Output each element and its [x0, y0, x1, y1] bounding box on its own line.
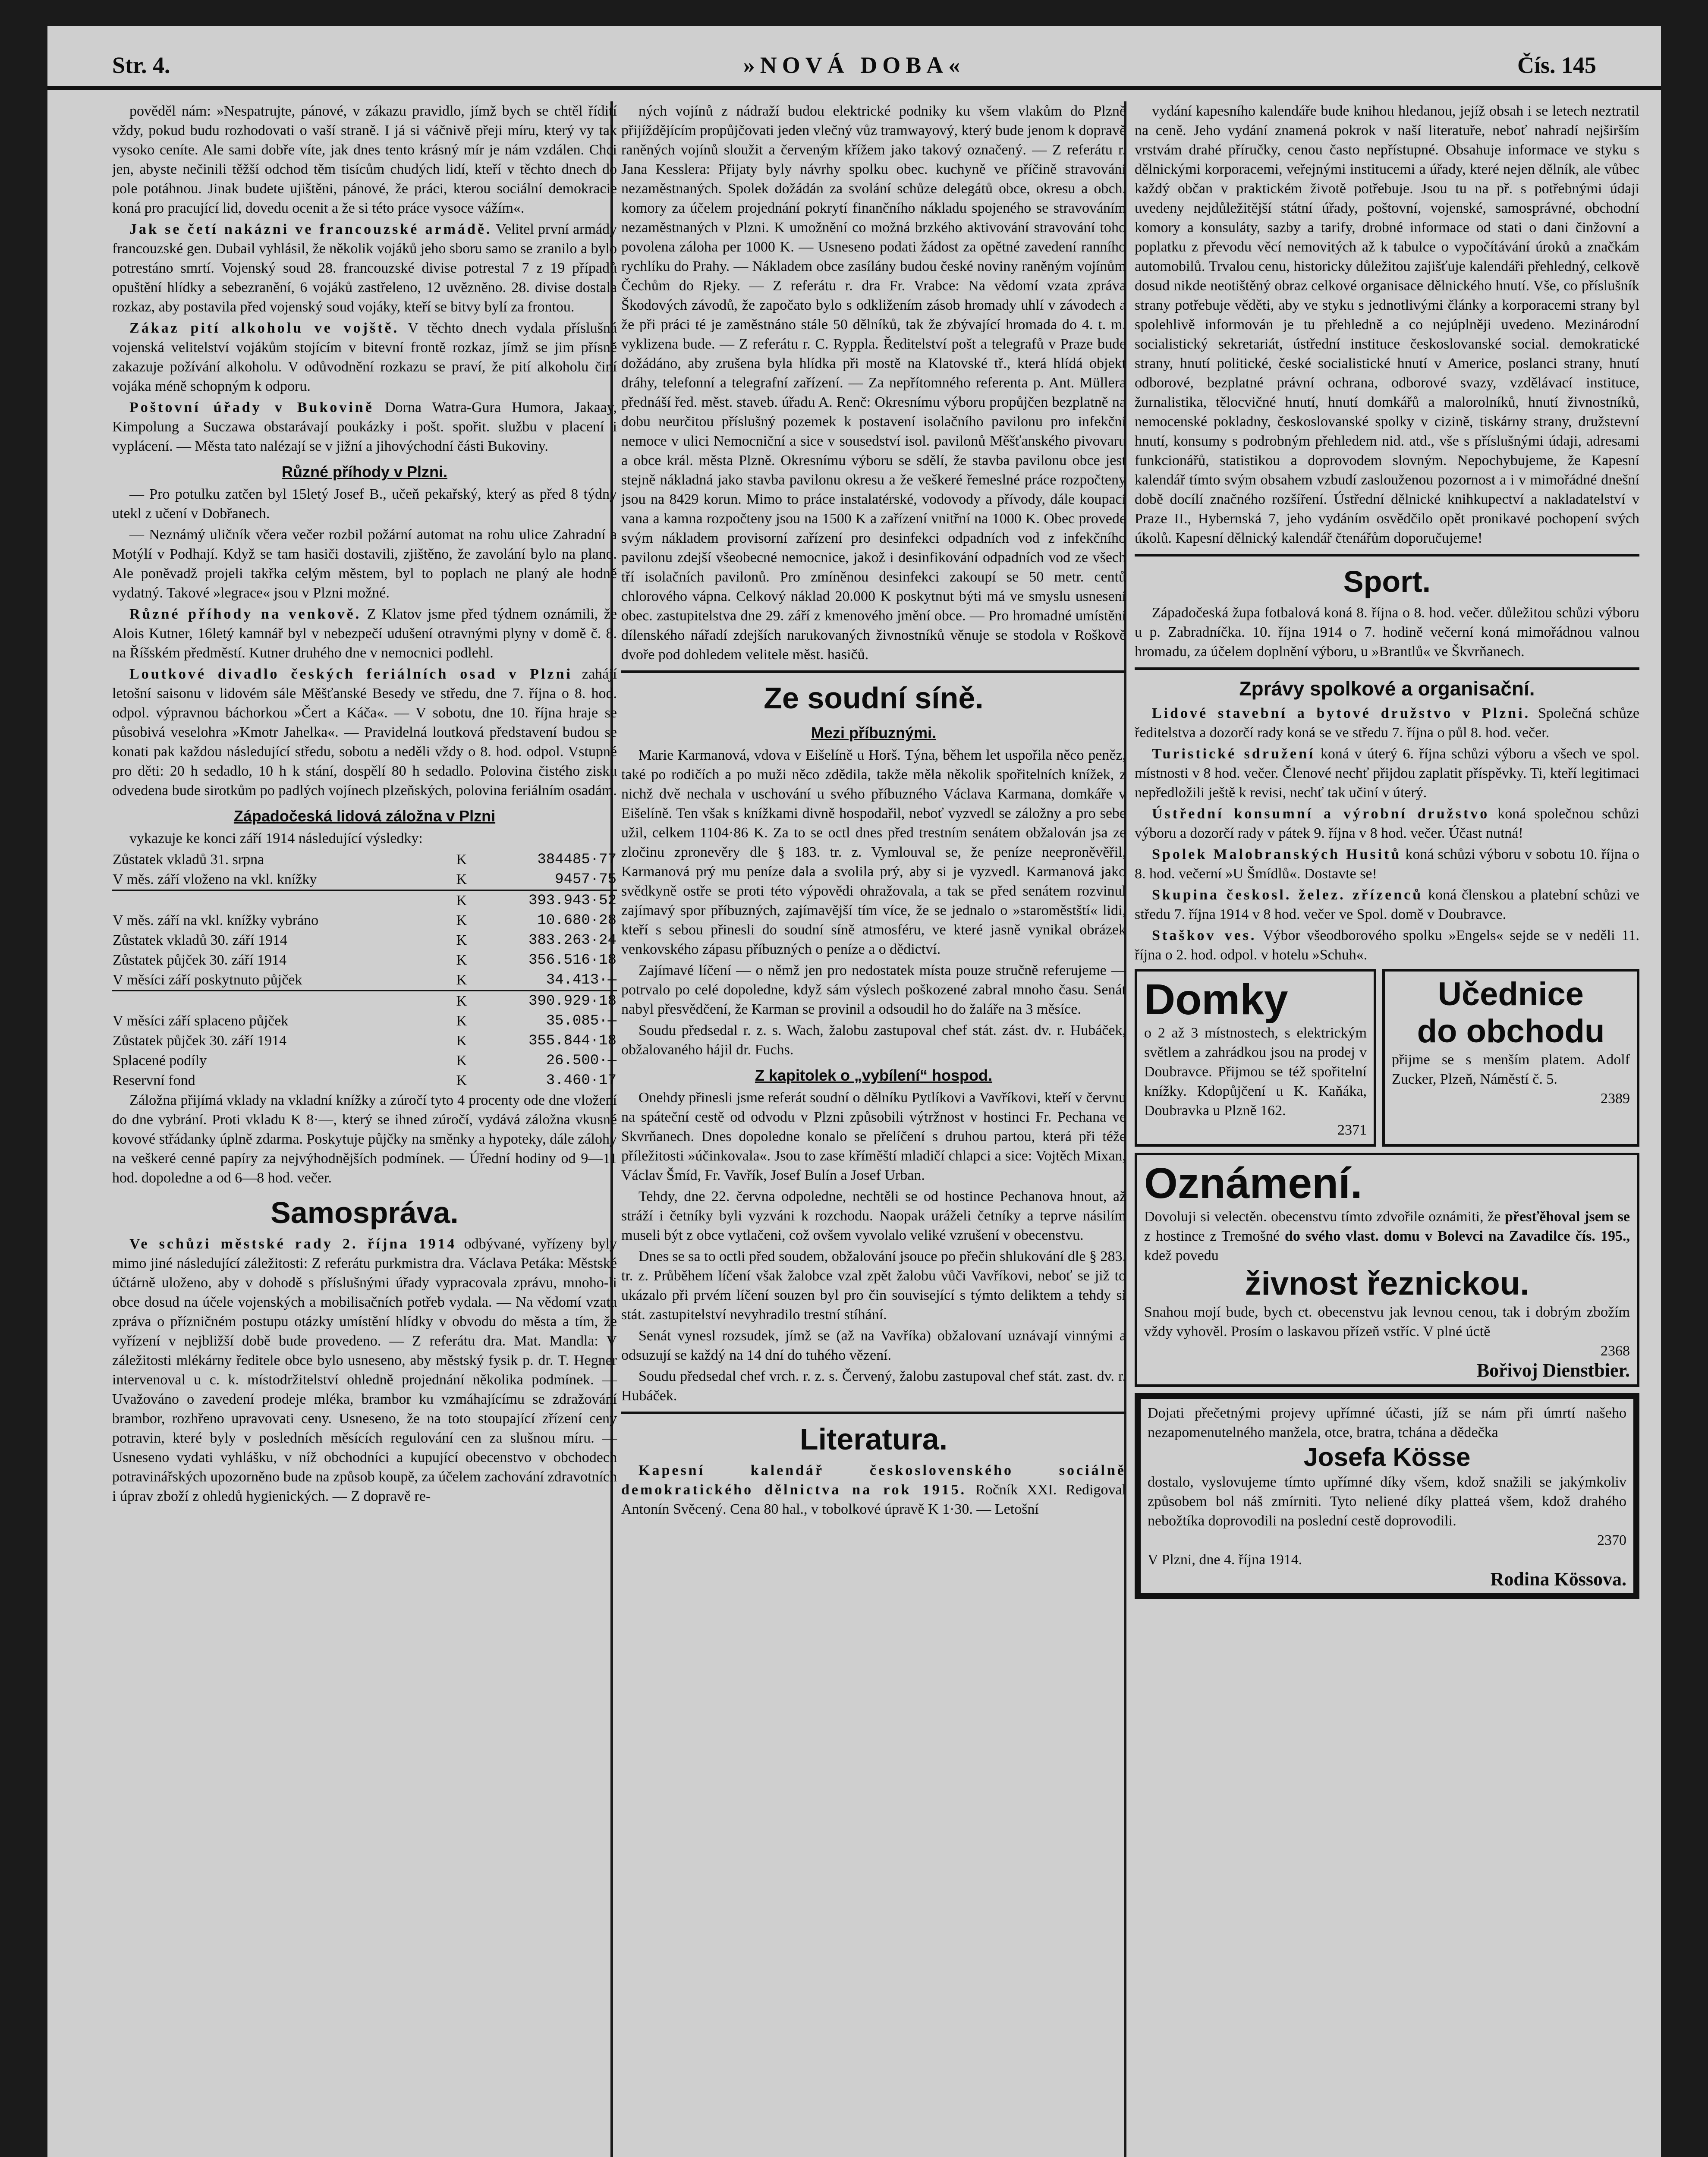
row-label: Zůstatek vkladů 31. srpna	[113, 852, 264, 868]
article-lead: Poštovní úřady v Bukovině	[129, 399, 374, 415]
section-heading: Zprávy spolkové a organisační.	[1239, 677, 1535, 700]
ad-number: 2389	[1601, 1091, 1630, 1107]
table-row	[112, 950, 617, 970]
article-paragraph	[112, 398, 617, 456]
table-body	[112, 850, 617, 890]
currency: K	[453, 890, 471, 911]
table-row	[112, 1011, 617, 1031]
table-body	[112, 1011, 617, 1031]
table-row	[112, 1051, 617, 1071]
table-body	[112, 931, 617, 991]
article-text: odbývané, vyřízeny byly mimo jiné následující záležitosti: Z referátu purkmistra drа. Václava Petáka: Městské účtárně uloženo, aby v dohodě s příslušnými úřady vypracovala zprávu, mnoho-li obce dosud na účele vojenských a mobilisačních potřeb vydala. — Na vědomí vzata zpráva o přízničném postupu otázky umístění hlídky v obvodu do města a tím, že vyřízení v nejbližší době bude provedeno. — Z referátu dra. Mat. Mandla: V záležitosti mlékárny ředitele obce bylo usneseno, aby městský fysik p. dr. T. Hegner intervenoval u c. k. místodržitelství ohledně projednání několika podmínek. — Uvažováno o zavedení prodeje mléka, brambor ku vzmáhajícímu se zdražování brambor, rozhřeno upravovati ceny. Usneseno, že na toto stoupající zřízení ceny potravin, které byly v posledních měsících regulování cen za slušnou míru. — Usneseno vydati vyhlášku, v níž obchodníci a kupující obecenstvo v obchodech potravinářských upozorněno bude na způsob koupě, za účelem zachování zdravotních i úprav zboží z ohledů hygienických. — Z dopravě re-	[112, 1236, 617, 1504]
ad-number: 2370	[1597, 1532, 1626, 1548]
section-heading: Ze soudní síně.	[764, 681, 984, 715]
article-text: Dnes se sa to octli před soudem, obžalování jsouce po přečin shlukování dle § 283. tr. z. Průběhem líčení však žalobce vzal zpět žalobu vůči Vavříkovi, neboť se již to ukázalo při prvém líčení souzen byl pro čin související s týmto deliktem a tehdy si stát. zastupitelství nevyhradilo trestní stíhání.	[621, 1248, 1126, 1323]
article-text: Soudu předsedal r. z. s. Wach, žalobu zastupoval chef stát. zást. dv. r. Hubáček, obžalovaného hájil dr. Fuchs.	[621, 1022, 1126, 1058]
article-lead: Ústřední konsumní a výrobní družstvo	[1152, 806, 1490, 822]
article-text: Dorna Watra-Gura Humora, Jakaay, Kimpolung a Suczawa obstarávají poukázky i pošt. spořit. službu v placení i vyplácení. — Města tato nalézají se v jižní a jihovýchodní části Bukoviny.	[112, 399, 617, 454]
section-heading: Západočeská lidová záložna v Plzni	[233, 807, 496, 825]
section-divider	[621, 670, 1126, 673]
currency: K	[456, 932, 467, 948]
article-text: Výbor všeodborového spolku »Engels« sejde se v neděli 11. října o 2. hod. odpol. v hotelu »Schuh«.	[1135, 928, 1639, 963]
article-text: koná schůzi výboru v sobotu 10. října o 8. hod. večerní »U Šmídlů«. Dostavte se!	[1135, 846, 1640, 882]
article-text: Soudu předsedal chef vrch. r. z. s. Červený, žalobu zastupoval chef stát. zast. dv. r. Hubáček.	[621, 1368, 1126, 1404]
amount: 3.460·17	[546, 1072, 617, 1089]
article-text: vydání kapesního kalendáře bude knihou hledanou, jejíž obsah i se letech neztratil na ceně. Jeho vydání znamená pokrok v naší literatuře, neboť nahradí nejširším vrstvám drahé příručky, cenou často nepřístupné. Obsahuje informace ve styku s dělnickými korporacemi, veřejnými institucemi a úřady, které nejen dělník, ale vůbec každý občan v praktickém životě potřebuje. Jsou tu na př. s potřebnými údaji uvedeny nejdůležitější státní úřady, poštovní, vojenské, samosprávné, obchodní komory a konsuláty, sazby a tarify, drobné informace od stati o dani činžovní a poplatku z převodu věcí nemovitých až k tabulce o vypočítávání úroků a značkám automobilů. Trvalou cenu, historicky důležitou zajišťuje kalendáři přehledný, celkově dosud nikde neotištěný obraz celkové organisace dělnického hnutí. Vše, co příslušník strany potřebuje věděti, aby ve styku s jednotlivými články a korporacemi strany byl spolehlivě informován je tu přehledně a co nejúplněji uvedeno. Mezinárodní socialistický sekretariát, ústřední instituce českoslovanské social. demokratické strany, hnutí politické, české socialistické hnutí v Americe, poslanci strany, hnutí odborové, bezplatné právní ochrana, odborové svazy, vzdělávací instituce, žurnalistika, tělocvičné hnutí, hnutí domkářů a malorolníků, hnutí živnostníků, nemocenské pokladny, českoslovanské spolky v cizině, tiskárny strany, družstevní hnutí, konsumy s podrobným přehledem nid. atd., vše s příslušnými údaji, adresami funkcionářů, statistikou a doprovodem slovným. Nepochybujeme, že Kapesní kalendář tímto svým obsahem vzbudí zaslouženou pozornost a i v mimořádné dnešní době docílí značného rozšíření. Ústřední dělnické knihkupectví a nakladatelství v Praze II., Hybernská 7, jeho vydáním osvědčilo opět pronikavé pochopení svých úkolů. Kapesní dělnický kalendář čtenářům doporučujeme!	[1135, 103, 1639, 546]
table-row	[112, 931, 617, 950]
article-lead: Staškov ves.	[1152, 928, 1257, 943]
article-lead: Skupina českosl. želez. zřízenců	[1152, 887, 1423, 903]
row-label: V měsíci září poskytnuto půjček	[113, 972, 302, 988]
amount: 10.680·28	[537, 912, 617, 929]
row-label: V měs. září vloženo na vkl. knížky	[113, 871, 317, 887]
table-row	[112, 911, 617, 931]
ad-text: přijme se s menším platem. Adolf Zucker, Plzeň, Náměstí č. 5.	[1392, 1052, 1630, 1087]
amount: 383.263·24	[528, 932, 617, 949]
row-label: Zůstatek půjček 30. září 1914	[113, 952, 287, 968]
page-number: Str. 4.	[112, 52, 170, 78]
ad-headline: živnost řeznickou.	[1245, 1265, 1529, 1302]
masthead	[47, 35, 1661, 90]
article-lead: Různé příhody na venkově.	[129, 606, 362, 622]
article-paragraph	[112, 664, 617, 800]
savings-table	[112, 850, 617, 1091]
currency: K	[456, 972, 467, 988]
issue-number: Čís. 145	[1517, 52, 1596, 78]
table-row	[112, 991, 617, 1012]
article-paragraph	[1135, 926, 1639, 965]
table-sum	[112, 890, 617, 911]
currency: K	[456, 1072, 467, 1088]
currency: K	[456, 1013, 467, 1029]
article-text: Velitel první armády francouzské gen. Dubail vyhlásil, že několik vojáků jeho sboru samo se zranilo a bylo potrestáno smrtí. Vojenský soud 28. francouzské divise potrestal 7 z 19 případů opuštění hlídky a sebezranění, 6 vojáků zastřeleno, 12 uvězněno. 28. divise dostala rozkaz, aby postavila před vojenský soud vojáky, kteří se bitvy bylí za frontou.	[112, 221, 617, 315]
ad-title: Oznámení.	[1144, 1159, 1362, 1207]
article-paragraph	[112, 220, 617, 317]
currency: K	[456, 1053, 467, 1069]
amount: 390.929·18	[471, 991, 617, 1012]
newspaper-title: »NOVÁ DOBA«	[743, 52, 966, 78]
ad-text: Snahou mojí bude, bych ct. obecenstvu jak levnou cenou, tak i dobrým zbožím vždy vyhověl. Prosím o laskavou přízeň vstříc. V plné úctě	[1144, 1304, 1630, 1339]
ad-oznameni	[1135, 1153, 1639, 1387]
ad-subtitle: do obchodu	[1417, 1013, 1605, 1050]
column-3	[1135, 101, 1639, 1599]
article-paragraph	[1135, 845, 1639, 884]
table-body	[112, 1031, 617, 1091]
ad-signature: Bořivoj Dienstbier.	[1476, 1360, 1630, 1381]
currency: K	[456, 912, 467, 928]
ad-domky	[1135, 969, 1376, 1147]
amount: 26.500·—	[546, 1053, 617, 1069]
ad-emphasis: přesťěhoval jsem se	[1505, 1209, 1630, 1225]
article-text: Tehdy, dne 22. června odpoledne, nechtěli se od hostince Pechanova hnout, až stráží i četníky byli vyzváni k rozchodu. Naopak uráželi četníky a teprve násilím museli být z obce vytlačeni, což ovšem vyvolalo veliké vzrušení v obecenstvu.	[621, 1189, 1126, 1243]
article-text: ných vojínů z nádraží budou elektrické podniky ku všem vlakům do Plzně přijíždějícím propůjčovati jeden vlečný vůz tramwayový, který bude jenom k dopravě raněných vojínů sloužit a červeným křížem jako takový označený. — Z referátu r. Jana Kesslera: Přijaty byly návrhy spolku obec. kuchyně ve příčině stravování nezaměstnaných. Spolek dožádán za svolání schůze delegátů obce, okresu a obch. komory za účelem projednání pokrytí finančního nákladu spojeného se stravováním nezaměstnaných v Plzni. K umožnění co možná brzkého aktivování stravování toho povolena záloha per 1000 K. — Usneseno podati žádost za opětné zavedení ranního rychlíku do Prahy. — Nákladem obce zasílány budou české noviny raněným vojínům Čechům do Rjeky. — Z referátu r. dra Fr. Vrabce: Na vědomí vzata zpráva Škodových závodů, že započato bylo s odkližením zásob hromady uhlí v závodech a že při práci té je zaměstnáno stále 50 dělníků, tak že zbývající hromada do 4. t. m. vyklizena bude. — Z referátu r. C. Ryppla. Ředitelství pošt a telegrafů v Praze bude dožádáno, aby zrušena byla hlídka při mostě na Klatovské tř., která hlídá objekt dráhy, telefonní a telegrafní zařízení. — Za nepřítomného referenta p. Ant. Müllera přednáší řed. měst. staveb. úřadu A. Renč: Okresnímu výboru propůjčen bezplatně na dobu neurčitou příslušný pozemek k postavení isolačního pavilonu pro infekční nemoce v ulici Nemocniční a sice v sousedství isol. pavilonů Měšťanského pivovaru a obce král. města Plzně. Okresnímu výboru se sdělí, že stavba pavilonu obce jest stejně nákladná jako stavba pavilonu okresu a že veškeré řemeslné práce rozpočteny jsou na 8429 korun. Mimo to práce instalatérské, vodovody a přívody, dále koupací vana a kamna rozpočteny jsou na 1500 K a zařízení vnitřní na 1000 K. Obec provede svým nákladem provisorní zařízení pro desinfekci odpadních vod z infekčního pavilonu zdejší všeobecné nemocnice, jakož i desinfikování odpadních vod ze všech tří isolačních pavilonů. Pro zmíněnou desinfekci zakoupí se 50 metr. centů chlorového vápna. Celkový náklad 20.000 K poskytnut býti má ve smyslu usnesení obec. zastupitelstva dne 29. září z kmenového jmění obce. — Pro hromadné umístění dílenského nářadí zdejších narukovaných živnostníků věnuje se stodola v Roškově dvoře pod dohledem velitele měst. hasičů.	[621, 103, 1126, 663]
ad-number: 2368	[1601, 1343, 1630, 1359]
article-lead: Ve schůzi městské rady 2. října 1914	[129, 1236, 457, 1252]
ad-title: Učednice	[1438, 976, 1584, 1012]
table-body	[112, 911, 617, 931]
article-text: vykazuje ke konci září 1914 následující výsledky:	[129, 830, 423, 846]
article-text: — Pro potulku zatčen byl 15letý Josef B., učeň pekařský, který as před 8 týdny utekl z učení v Dobřanech.	[112, 486, 617, 522]
article-text: Marie Karmanová, vdova v Eišelíně u Horš. Týna, během let uspořila něco peněz, také po rodičích a po muži něco zdědila, takže měla několik spořitelních knížek, z nichž dvě nechala v uschování u svého příbuzného Václava Karmana, domkáře v Eišelíně. Ten však s knížkami divně hospodařil, neboť vyzvedl se záložny a pro sebe užil, celkem 1104·86 K. Za to se octl dnes před trestním senátem obžalován jsa ze zločinu zpronevěry dle § 183. tr. z. Vymlouval se, že peníze neeproněvěřil, Karmanová prý mu peníze dala a svolila prý, aby si je vyzvedl. Karmanová jako svědkyně ostře se proti této výpovědi ohražovala, a tak se před senátem rozvinul zajímavý spor příbuzných, zajímavější tím více, že se jednalo o »staroměstští« lidi, kteří s sebou přinesli do soudní síně atmosféru, ve které jasně vynikal obrázek venkovského zápasu příbuzných o peníze a o dědictví.	[621, 747, 1126, 957]
article-text: Senát vynesl rozsudek, jímž se (až na Vavříka) obžalovaní uznávají vinnými a odsuzují se každý na 14 dní do tuhého vězení.	[621, 1328, 1126, 1363]
section-divider	[1135, 554, 1639, 557]
article-text: Záložna přijímá vklady na vkladní knížky a zúročí tyto 4 procenty ode dne vložení do dne vybrání. Proti vkladu K 8·—, který se ihned zúročí, vydává záložna vkusné kovové střádanky úplně zdarma. Poskytuje půjčky na směnky a hypoteky, dále zálohy na veškeré cenné papíry za nejvýhodnějších podmínek. — Úřední hodiny od 9—11 hod. dopoledne a od 6—8 hod. večer.	[112, 1092, 617, 1186]
article-paragraph	[112, 318, 617, 396]
ad-emphasis: do svého vlast. domu v Bolevci na Zavadilce čís. 195.,	[1284, 1228, 1630, 1244]
amount: 34.413·—	[546, 972, 617, 988]
section-heading: Literatura.	[799, 1422, 948, 1456]
article-paragraph	[112, 1234, 617, 1506]
section-heading: Samospráva.	[271, 1196, 459, 1229]
article-paragraph	[112, 604, 617, 663]
article-lead: Zákaz pití alkoholu ve vojště.	[129, 320, 399, 336]
row-label	[112, 991, 453, 1012]
ad-text: o 2 až 3 místnostech, s elektrickým světlem a zahrádkou jsou na prodej v Doubravce. Přijmou se též spořitelní knížky. Kdopůjčení u K. Kaňáka, Doubravka u Plzně 162.	[1144, 1025, 1367, 1119]
article-text: Společná schůze ředitelstva a dozorčí rady koná se ve středu 7. října o půl 8. hod. večer.	[1135, 705, 1639, 741]
table-row	[112, 890, 617, 911]
currency: K	[456, 852, 467, 868]
article-text: koná členskou a platební schůzi ve středu 7. října 1914 v 8 hod. večer ve Spol. domě v Doubravce.	[1135, 887, 1639, 922]
currency: K	[456, 871, 467, 887]
row-label: Reservní fond	[113, 1072, 195, 1088]
ad-signature: Rodina Kössova.	[1490, 1569, 1626, 1590]
article-text: pověděl nám: »Nespatrujte, pánové, v zákazu pravidlo, jímž bych se chtěl řídití vždy, pokud budu rozhodovati o vaší straně. I já si váčnivě přeji míru, který vy tak vysoko ceníte. Ale sami dobře víte, jak dnes tento krásný mír je nám vzdálen. Chci jen, abyste nečinili těžší odchod těm tisícům chudých lidí, kteří v těchto dnech do pole potáhnou. Jinak budete ujištěni, pánové, že práci, kterou sociální demokracie koná pro pracující lid, dovedu ocenit a že si této práce vysoce vážím«.	[112, 103, 617, 216]
row-label: Zůstatek půjček 30. září 1914	[113, 1033, 287, 1049]
amount: 393.943·52	[471, 890, 617, 911]
amount: 356.516·18	[528, 952, 617, 968]
subheading: Mezi příbuznými.	[811, 724, 937, 742]
section-divider	[621, 1412, 1126, 1414]
ad-title: Domky	[1144, 975, 1288, 1024]
amount: 9457·75	[555, 871, 617, 888]
article-text: Z Klatov jsme před týdnem oznámili, že Alois Kutner, 16letý kamnář byl v nebezpečí udušení otravnými plyny v domě č. 8. na Říšském předměstí. Kutner druhého dne v nemocnici podlehl.	[112, 606, 617, 661]
currency: K	[456, 1033, 467, 1049]
table-row	[112, 850, 617, 870]
ad-ucednice	[1382, 969, 1639, 1147]
amount: 35.085·—	[546, 1013, 617, 1029]
row-label: V měs. září na vkl. knížky vybráno	[113, 912, 319, 928]
article-lead: Lidové stavební a bytové družstvo v Plzni.	[1152, 705, 1531, 721]
ad-dekovani	[1135, 1393, 1639, 1599]
ad-text: dostalo, vyslovujeme tímto upřímné díky všem, kdož snažili se jakýmkoliv způsobem bol náš zmírniti. Tyto neliené díky platteá všem, kdož drahého nebožtíka doprovodili na poslední cestě doprovodili.	[1148, 1474, 1626, 1529]
table-row	[112, 970, 617, 991]
ad-number: 2371	[1337, 1122, 1367, 1138]
table-row	[112, 1031, 617, 1051]
article-paragraph	[1135, 744, 1639, 802]
column-1	[112, 101, 617, 1508]
ad-text: Dojati přečetnými projevy upřímné účasti, jíž se nám při úmrtí našeho nezapomenutelného manžela, otce, bratra, tchána a dědečka	[1148, 1405, 1626, 1440]
ad-text: Dovoluji si velectěn. obecenstvu tímto zdvořile oznámiti, že	[1144, 1209, 1501, 1225]
ad-text: z hostince z Tremošné	[1144, 1228, 1280, 1244]
article-paragraph	[621, 1461, 1126, 1519]
article-lead: Jak se četí nakázni ve francouzské armádě.	[129, 221, 492, 237]
article-text: V těchto dnech vydala příslušná vojenská velitelství vojákům stojícím v bitevní frontě rozkaz, jímž se jim přísně zakazuje požívání alkoholu. V odůvodnění rozkazu se praví, že pití alkoholu činí vojáka méně schopným k odporu.	[112, 320, 617, 394]
article-lead: Kapesní kalendář československého sociálně demokratického dělnictva na rok 1915.	[621, 1462, 1126, 1498]
article-text: koná společnou schůzi výboru a dozorčí rady v pátek 9. října v 8 hod. večer. Účast nutná!	[1135, 806, 1640, 841]
article-text: zahájí letošní saisonu v lidovém sále Měšťanské Besedy ve středu, dne 7. října o 8. hod. odpol. výpravnou báchorkou »Čert a Káča«. — V sobotu, dne 10. října hraje se působivá veselohra »Kmotr Jahelka«. — Pravidelná loutková představení budou se konati pak každou následující středu, sobotu a neděli vždy o 8. hod. odpol. Vstupné pro děti: 20 h sedadlo, 10 h k stání, dospělí 80 h sedadlo. Polovina čistého zisku odvedena bude sirotkům po padlých vojínech plzeňských, polovina feriálním osadám.	[112, 666, 617, 799]
article-lead: Loutkové divadlo českých feriálních osad v Plzni	[129, 666, 572, 682]
article-paragraph	[1135, 704, 1639, 742]
subheading: Z kapitolek o „vybílení“ hospod.	[755, 1066, 993, 1084]
newspaper-page	[47, 26, 1661, 2157]
article-paragraph	[1135, 885, 1639, 924]
section-heading: Sport.	[1343, 565, 1431, 598]
table-sum	[112, 991, 617, 1012]
section-divider	[1135, 667, 1639, 670]
article-paragraph	[1135, 804, 1639, 843]
ad-name: Josefa Kösse	[1303, 1443, 1471, 1472]
row-label: V měsíci září splaceno půjček	[113, 1013, 289, 1029]
article-text: Ročník XXI. Redigoval Antonín Svěcený. Cena 80 hal., v tobolkové úpravě K 1·30. — Letošní	[621, 1482, 1126, 1517]
row-label: Splacené podíly	[113, 1053, 207, 1069]
section-heading: Různé příhody v Plzni.	[281, 463, 448, 481]
article-text: Onehdy přinesli jsme referát soudní o dělníku Pytlíkovi a Vavříkovi, kteří v červnu na spáteční cestě od odvodu v Plzni způsobili výtržnost v hostinci Fr. Pechana ve Skvrňanech. Dnes dopoledne konalo se přelíčení s druhou partou, která při téže příležitosti »účinkovala«. Jsou to zase kříměští mladičí chlapci a sice: Vojtěch Mixan, Václav Šmíd, Fr. Vavřík, Josef Bulín a Josef Urban.	[621, 1090, 1126, 1183]
currency: K	[453, 991, 471, 1012]
currency: K	[456, 952, 467, 968]
ad-text: kdež povedu	[1144, 1248, 1219, 1264]
table-row	[112, 1071, 617, 1091]
ad-text-group	[1144, 1207, 1630, 1265]
article-lead: Turistické sdružení	[1152, 746, 1315, 762]
row-label: Zůstatek vkladů 30. září 1914	[113, 932, 288, 948]
article-lead: Spolek Malobranských Husitů	[1152, 846, 1402, 862]
article-text: koná v úterý 6. října schůzi výboru a všech ve spol. místnosti v 8 hod. večer. Členové nechť přijdou zaplatit příspěvky. Ti, kteří legitimaci nepředložili ještě k revisi, nechť tak učiní v úterý.	[1135, 746, 1640, 801]
row-label	[112, 890, 453, 911]
amount: 384485·77	[537, 852, 617, 868]
amount: 355.844·18	[528, 1033, 617, 1049]
ad-date: V Plzni, dne 4. října 1914.	[1148, 1552, 1302, 1568]
column-2	[621, 101, 1126, 1521]
article-text: — Neznámý uličník včera večer rozbil požární automat na rohu ulice Zahradní a Motýlí v Podhají. Když se tam hasiči dostavili, zjištěno, že zavolání bylo na plano. Ale poněvadž projeli takřka celým městem, byl to poplach ne planý ale hodně vydatný. Takové »legrace« jsou v Plzni možné.	[112, 527, 617, 601]
table-row	[112, 870, 617, 890]
article-text: Zajímavé líčení — o němž jen pro nedostatek místa pouze stručně referujeme — potrvalo po celé dopoledne, když sám výslech poškozené zabral mnoho času. Senát nabyl přesvědčení, že Karman se provinil a odsoudil ho do žaláře na 3 měsíce.	[621, 962, 1126, 1017]
ads-row	[1135, 969, 1639, 1147]
article-text: Západočeská župa fotbalová koná 8. října o 8. hod. večer. důležitou schůzi výboru u p. Zabradníčka. 10. října 1914 o 7. hodině večerní koná mimořádnou valnou hromadu, za účelem doplnění výboru, u »Brantlů« ve Škvrňanech.	[1135, 605, 1639, 660]
